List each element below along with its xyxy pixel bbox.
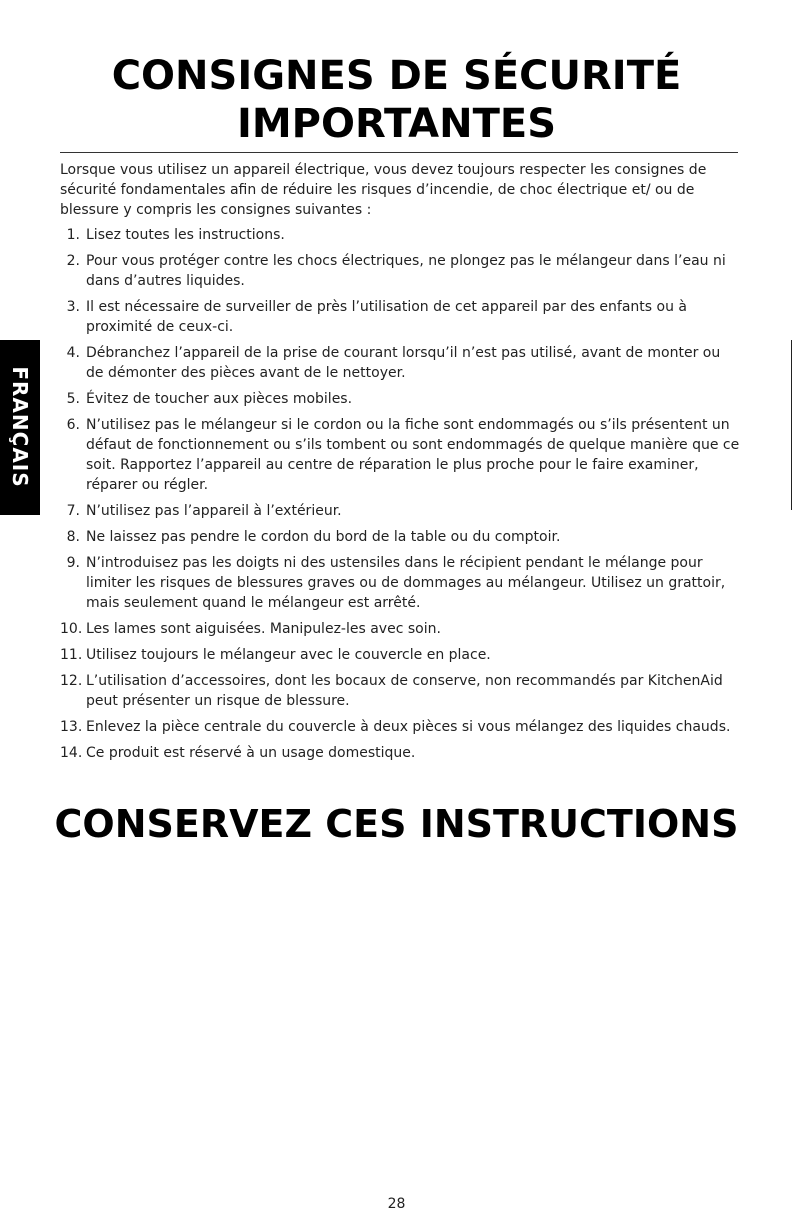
instruction-text: N’utilisez pas le mélangeur si le cordon ou la fiche sont endommagés ou s’ils présentent un défaut de fonctionnement ou s’ils tombent ou sont endommagés de quelque manière que ce soit. Rapportez l’appareil au centre de réparation le plus proche pour le faire examiner, réparer ou régler.	[86, 417, 740, 493]
instruction-item	[60, 251, 740, 291]
instruction-item	[60, 553, 740, 613]
instruction-text: Il est nécessaire de surveiller de près l’utilisation de cet appareil par des enfants ou à proximité de ceux-ci.	[86, 299, 688, 335]
intro-paragraph: Lorsque vous utilisez un appareil électrique, vous devez toujours respecter les consignes de sécurité fondamentales afin de réduire les risques d’incendie, de choc électrique et/ ou de blessure y compris les consignes suivantes :	[60, 162, 707, 218]
instruction-item	[60, 527, 740, 547]
instruction-text: Ce produit est réservé à un usage domestique.	[86, 745, 416, 761]
instruction-number: 1.	[66, 227, 80, 243]
instruction-item	[60, 645, 740, 665]
instruction-number: 5.	[66, 391, 80, 407]
instruction-item	[60, 225, 740, 245]
instruction-text: Pour vous protéger contre les chocs électriques, ne plongez pas le mélangeur dans l’eau ni dans d’autres liquides.	[86, 253, 726, 289]
instruction-number: 13.	[60, 719, 83, 735]
instruction-item	[60, 297, 740, 337]
instruction-item	[60, 717, 740, 737]
instruction-number: 2.	[66, 253, 80, 269]
instruction-text: Lisez toutes les instructions.	[86, 227, 285, 243]
instruction-number: 3.	[66, 299, 80, 315]
instruction-text: Évitez de toucher aux pièces mobiles.	[86, 391, 353, 407]
instruction-text: Débranchez l’appareil de la prise de courant lorsqu’il n’est pas utilisé, avant de monter ou de démonter des pièces avant de le nettoyer.	[86, 345, 721, 381]
instruction-number: 12.	[60, 673, 83, 689]
margin-rule	[791, 340, 792, 510]
instruction-text: Ne laissez pas pendre le cordon du bord de la table ou du comptoir.	[86, 529, 561, 545]
instruction-text: N’introduisez pas les doigts ni des ustensiles dans le récipient pendant le mélange pour limiter les risques de blessures graves ou de dommages au mélangeur. Utilisez un grattoir, mais seulement quand le mélangeur est arrêté.	[86, 555, 726, 611]
language-tab	[0, 340, 40, 515]
instruction-number: 8.	[66, 529, 80, 545]
page-number: 28	[387, 1196, 406, 1212]
instruction-item	[60, 389, 740, 409]
instruction-number: 10.	[60, 621, 83, 637]
instruction-text: Les lames sont aiguisées. Manipulez-les avec soin.	[86, 621, 441, 637]
title-line-2: IMPORTANTES	[236, 101, 557, 147]
title-divider	[60, 152, 738, 153]
instruction-item	[60, 501, 740, 521]
instruction-number: 4.	[66, 345, 80, 361]
instruction-number: 9.	[66, 555, 80, 571]
instruction-text: N’utilisez pas l’appareil à l’extérieur.	[86, 503, 342, 519]
instruction-text: Utilisez toujours le mélangeur avec le couvercle en place.	[86, 647, 491, 663]
instruction-number: 7.	[66, 503, 80, 519]
language-tab-label: FRANÇAIS	[8, 366, 32, 488]
title-line-1: CONSIGNES DE SÉCURITÉ	[111, 53, 682, 99]
instruction-number: 14.	[60, 745, 83, 761]
instruction-list	[60, 225, 740, 769]
instruction-item	[60, 343, 740, 383]
instruction-number: 11.	[60, 647, 83, 663]
page-title	[0, 52, 793, 148]
instruction-item	[60, 743, 740, 763]
instruction-text: L’utilisation d’accessoires, dont les bocaux de conserve, non recommandés par KitchenAid peut présenter un risque de blessure.	[86, 673, 723, 709]
instruction-text: Enlevez la pièce centrale du couvercle à deux pièces si vous mélangez des liquides chauds.	[86, 719, 731, 735]
instruction-item	[60, 671, 740, 711]
closing-heading: CONSERVEZ CES INSTRUCTIONS	[54, 802, 739, 846]
instruction-item	[60, 619, 740, 639]
instruction-number: 6.	[66, 417, 80, 433]
instruction-item	[60, 415, 740, 495]
